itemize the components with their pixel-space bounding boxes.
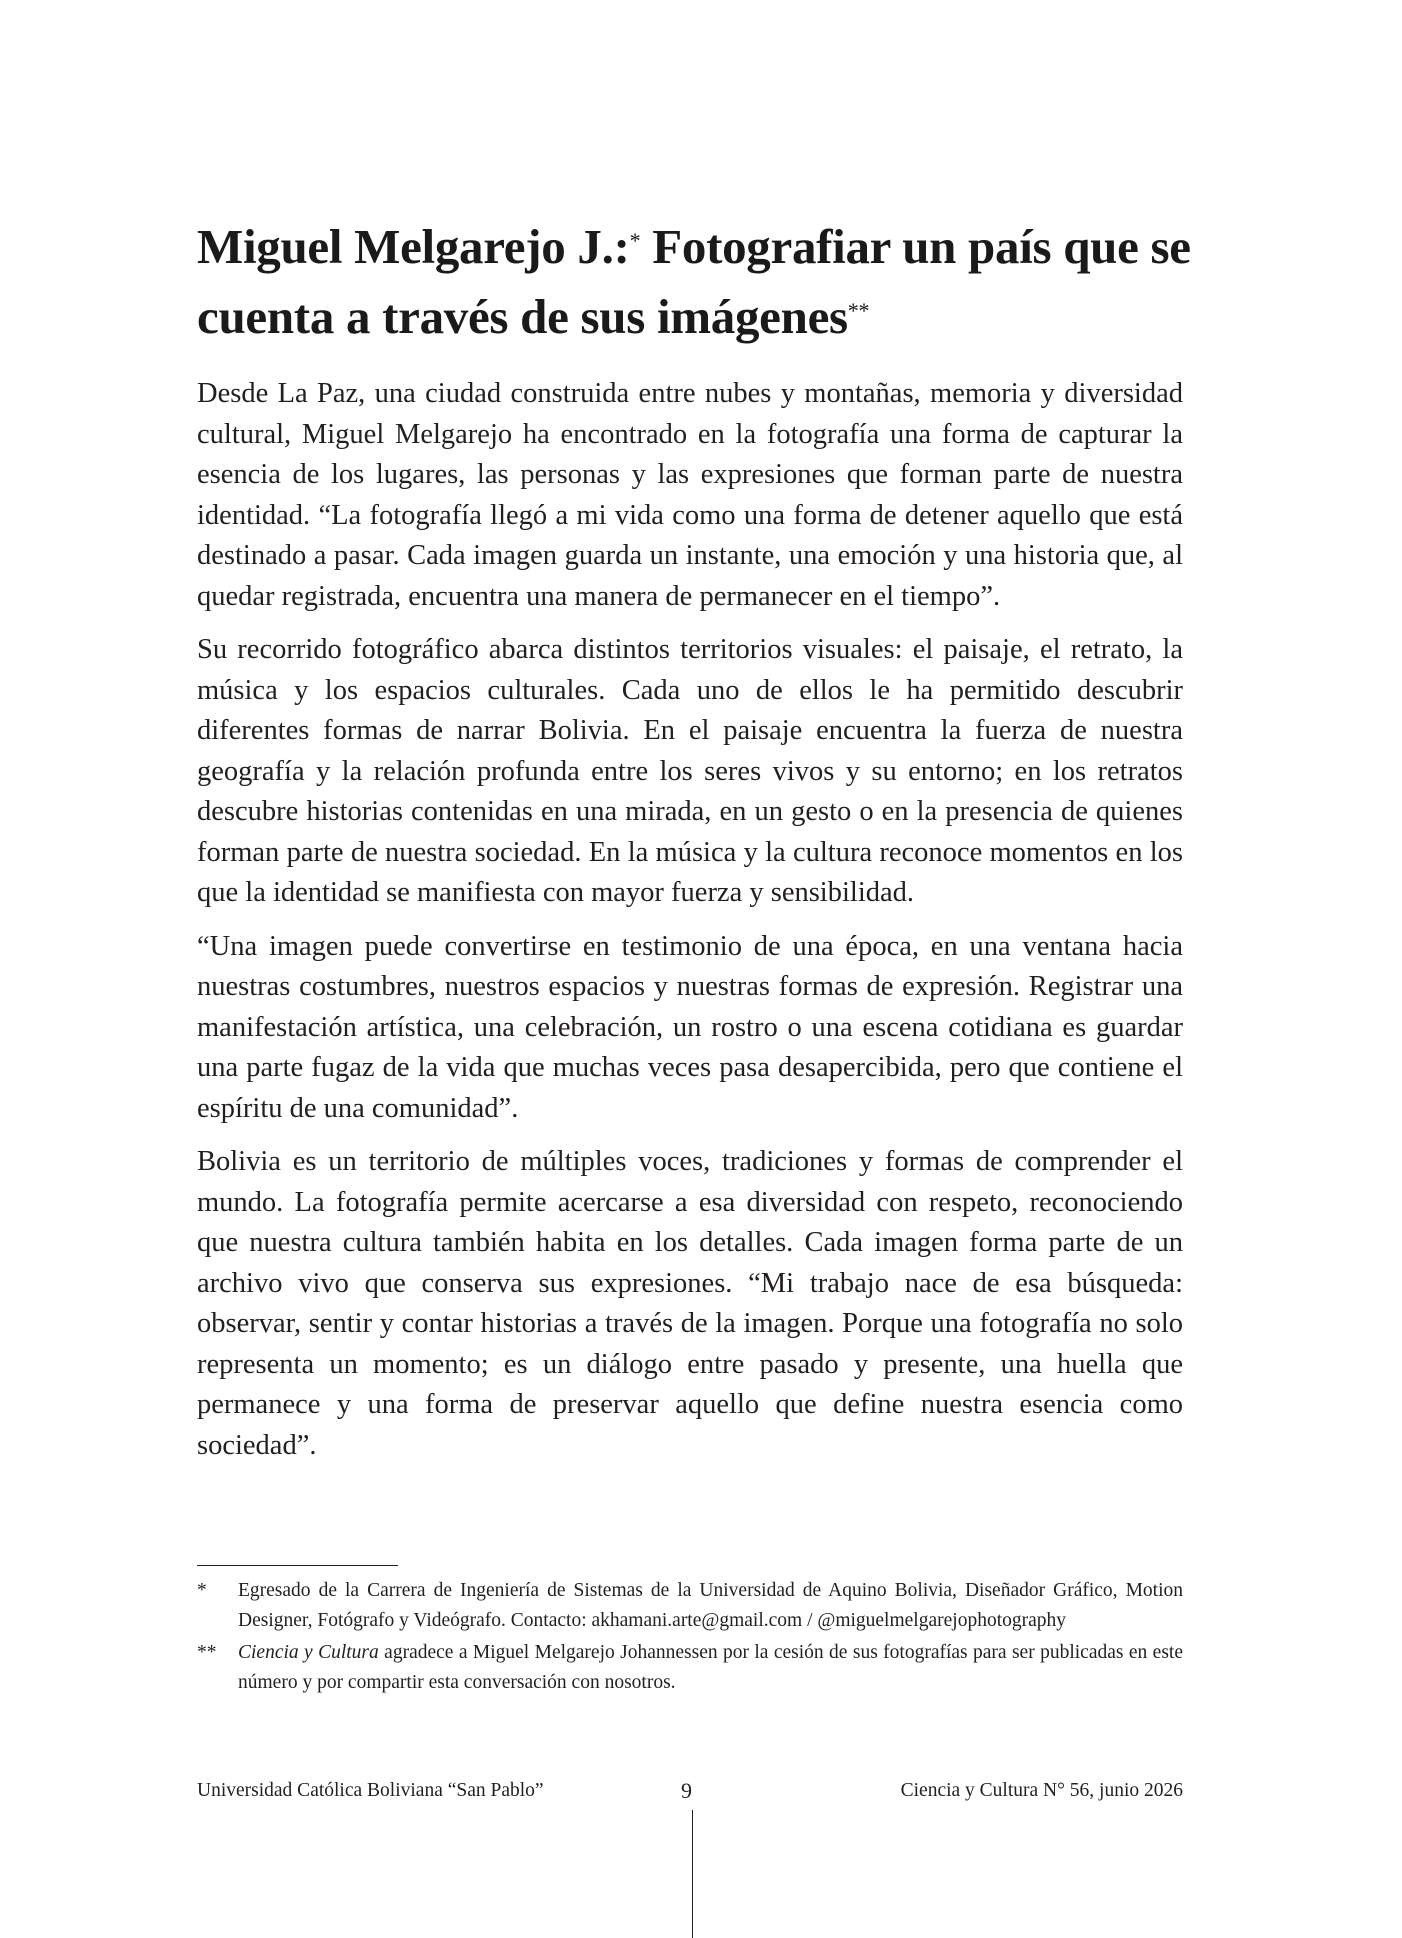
footnote-text: agradece a Miguel Melgarejo Johannessen por la cesión de sus fotografías para ser publicadas en este número y por compartir esta conversación con nosotros. [238, 1642, 1183, 1693]
title-footnote-mark-1[interactable]: * [629, 228, 641, 253]
title-footnote-mark-2[interactable]: ** [847, 298, 870, 323]
footnote [197, 1576, 1183, 1636]
footer-journal-issue: Ciencia y Cultura N° 56, junio 2026 [900, 1780, 1183, 1801]
article-body [197, 374, 1183, 1479]
page-footer [197, 1776, 1183, 1806]
footnote-mark: ** [197, 1642, 217, 1663]
footnote-text: Egresado de la Carrera de Ingeniería de Sistemas de la Universidad de Aquino Bolivia, Diseñador Gráfico, Motion Designer, Fotógrafo y Videógrafo. Contacto: akhamani.arte@gmail.com / @miguelmelgarejophotography [238, 1580, 1183, 1631]
footnote-divider [197, 1565, 398, 1566]
footnotes [197, 1576, 1183, 1700]
footnote-mark: * [197, 1580, 207, 1601]
footnote [197, 1638, 1183, 1698]
footer-university: Universidad Católica Boliviana “San Pablo” [197, 1780, 544, 1801]
paragraph: “Una imagen puede convertirse en testimonio de una época, en una ventana hacia nuestras costumbres, nuestros espacios y nuestras formas de expresión. Registrar una manifestación artística, una celebración, un rostro o una escena cotidiana es guardar una parte fugaz de la vida que muchas veces pasa desapercibida, pero que contiene el espíritu de una comunidad”. [197, 930, 1183, 1124]
footer-vertical-rule [692, 1810, 693, 1938]
title-text-part2: Fotografiar un país que se cuenta a través de sus imágenes [197, 219, 1191, 344]
paragraph: Desde La Paz, una ciudad construida entre nubes y montañas, memoria y diversidad cultural, Miguel Melgarejo ha encontrado en la fotografía una forma de capturar la esencia de los lugares, las personas y las expresiones que forman parte de nuestra identidad. “La fotografía llegó a mi vida como una forma de detener aquello que está destinado a pasar. Cada imagen guarda un instante, una emoción y una historia que, al quedar registrada, encuentra una manera de permanecer en el tiempo”. [197, 378, 1183, 612]
journal-name: Ciencia y Cultura [238, 1642, 379, 1663]
paragraph: Bolivia es un territorio de múltiples voces, tradiciones y formas de comprender el mundo. La fotografía permite acercarse a esa diversidad con respeto, reconociendo que nuestra cultura también habita en los detalles. Cada imagen forma parte de un archivo vivo que conserva sus expresiones. “Mi trabajo nace de esa búsqueda: observar, sentir y contar historias a través de la imagen. Porque una fotografía no solo representa un momento; es un diálogo entre pasado y presente, una huella que permanece y una forma de preservar aquello que define nuestra esencia como sociedad”. [197, 1146, 1183, 1461]
title-text-part1: Miguel Melgarejo J.: [197, 219, 630, 274]
page-number: 9 [681, 1778, 692, 1803]
footnote-text-container [238, 1638, 1183, 1698]
paragraph: Su recorrido fotográfico abarca distintos territorios visuales: el paisaje, el retrato, la música y los espacios culturales. Cada uno de ellos le ha permitido descubrir diferentes formas de narrar Bolivia. En el paisaje encuentra la fuerza de nuestra geografía y la relación profunda entre los seres vivos y su entorno; en los retratos descubre historias contenidas en una mirada, en un gesto o en la presencia de quienes forman parte de nuestra sociedad. En la música y la cultura reconoce momentos en los que la identidad se manifiesta con mayor fuerza y sensibilidad. [197, 634, 1183, 908]
article-title [197, 212, 1207, 352]
